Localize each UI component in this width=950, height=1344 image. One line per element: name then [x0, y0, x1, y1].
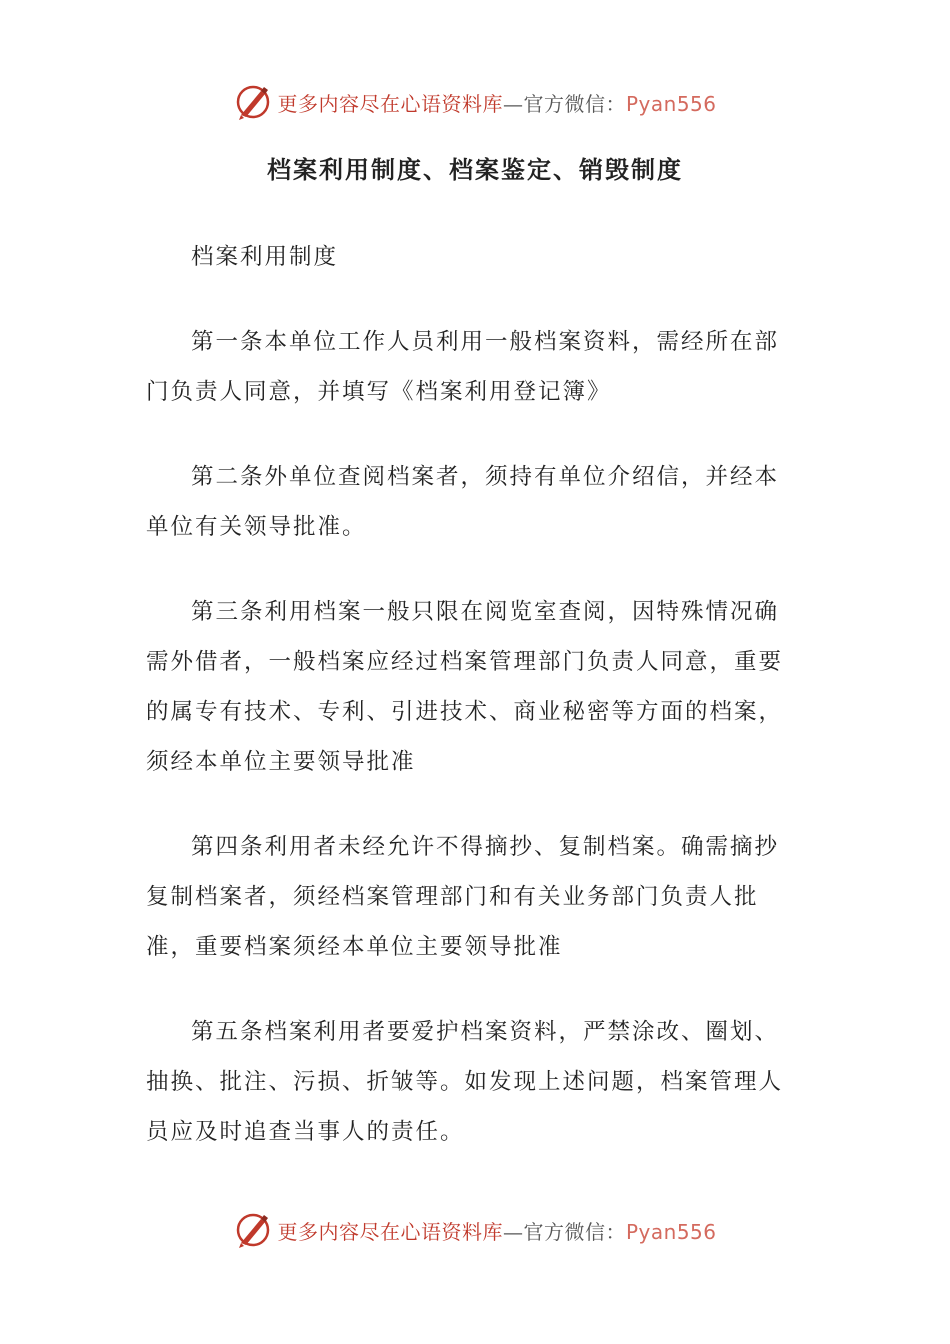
section-heading: 档案利用制度 [191, 244, 339, 270]
article-paragraph-1: 第一条本单位工作人员利用一般档案资料，需经所在部门负责人同意，并填写《档案利用登记簿》 [146, 329, 780, 405]
pen-logo-icon [233, 1210, 273, 1250]
watermark-label: 官方微信： [523, 91, 626, 116]
watermark-label: 官方微信： [523, 1219, 626, 1244]
watermark-line [277, 88, 716, 117]
article-paragraph-4: 第四条利用者未经允许不得摘抄、复制档案。确需摘抄复制档案者，须经档案管理部门和有关业务部门负责人批准，重要档案须经本单位主要领导批准 [146, 834, 780, 960]
watermark-wechat-id: Pyan556 [625, 1219, 717, 1244]
watermark-brand: 更多内容尽在心语资料库 [277, 91, 503, 116]
watermark-dash: — [502, 1219, 524, 1244]
article-paragraph-5: 第五条档案利用者要爱护档案资料，严禁涂改、圈划、抽换、批注、污损、折皱等。如发现上述问题，档案管理人员应及时追查当事人的责任。 [146, 1019, 784, 1145]
watermark-line [277, 1216, 716, 1245]
watermark-wechat-id: Pyan556 [625, 91, 717, 116]
header-watermark [0, 80, 950, 124]
watermark-dash: — [502, 91, 524, 116]
document-body [146, 232, 796, 1192]
article-paragraph-3: 第三条利用档案一般只限在阅览室查阅，因特殊情况确需外借者，一般档案应经过档案管理部门负责人同意，重要的属专有技术、专利、引进技术、商业秘密等方面的档案，须经本单位主要领导批准 [146, 599, 784, 775]
article-paragraph-2: 第二条外单位查阅档案者，须持有单位介绍信，并经本单位有关领导批准。 [146, 464, 780, 540]
footer-watermark [0, 1208, 950, 1252]
pen-logo-icon [233, 82, 273, 122]
document-title: 档案利用制度、档案鉴定、销毁制度 [267, 155, 683, 184]
watermark-brand: 更多内容尽在心语资料库 [277, 1219, 503, 1244]
